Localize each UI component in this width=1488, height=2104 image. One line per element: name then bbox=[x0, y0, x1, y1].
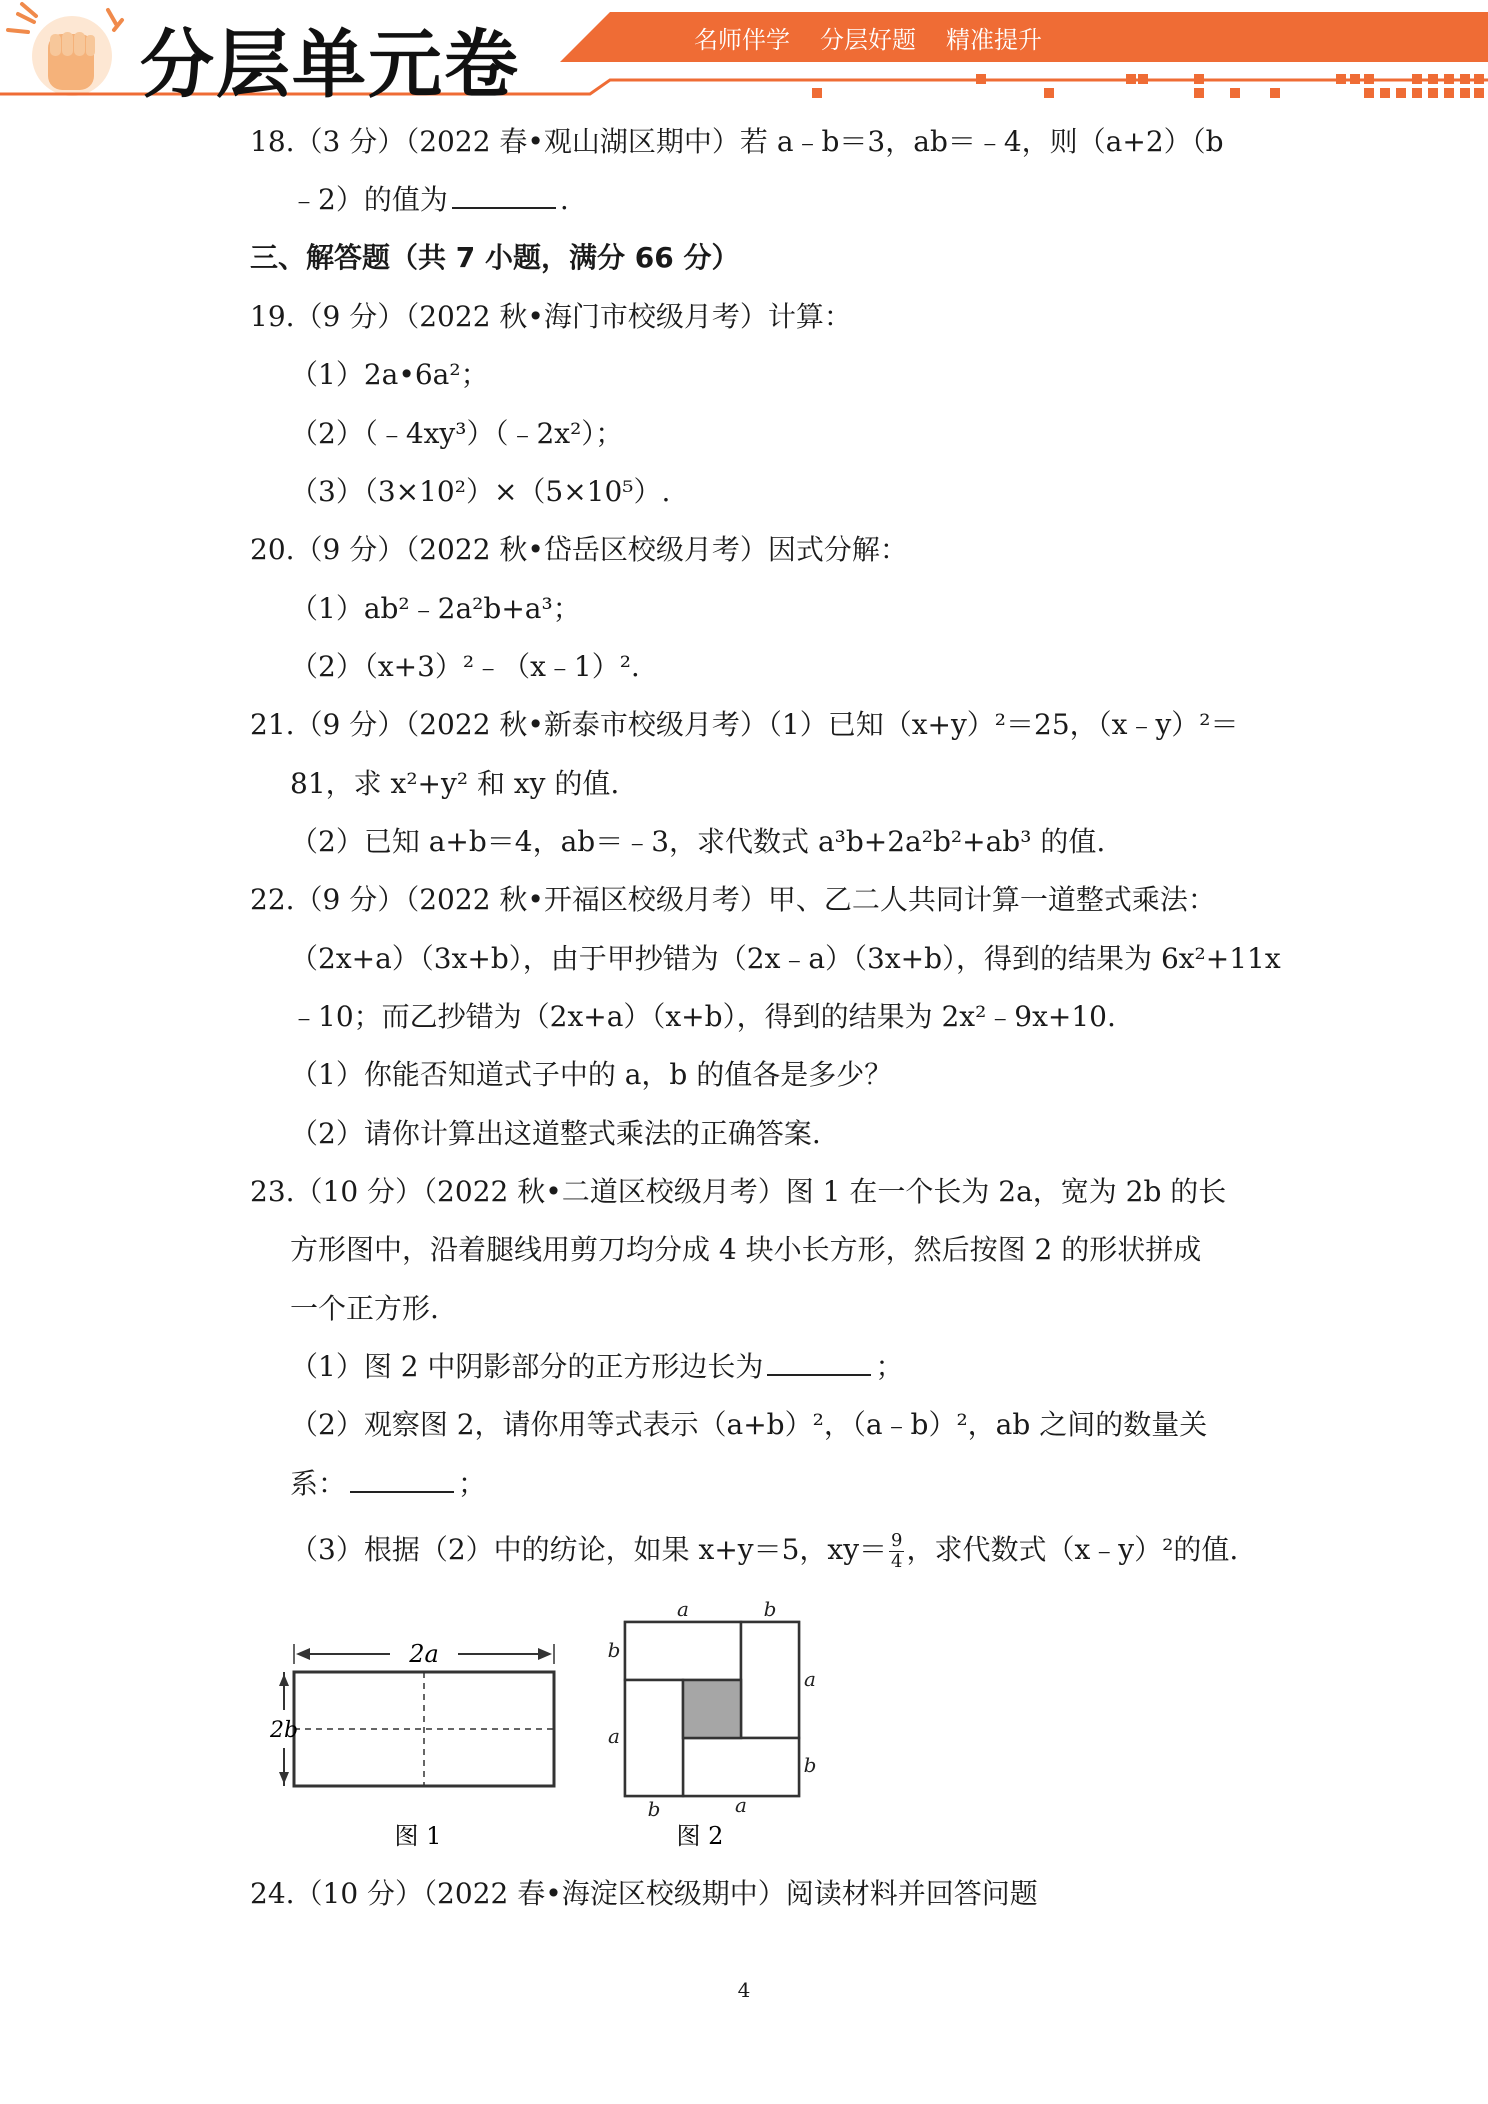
q23-part-1-end: ； bbox=[875, 1350, 904, 1383]
q23-part-1-blank bbox=[767, 1348, 871, 1376]
q20-part-1: （1）ab²﹣2a²b+a³； bbox=[290, 592, 581, 625]
fig2-label-right-b: b bbox=[803, 1753, 817, 1777]
q21-line-1: 21.（9 分）（2022 秋•新泰市校级月考）（1）已知（x+y）²＝25，（x﹣y）²＝ bbox=[250, 708, 1239, 741]
slogan-2: 分层好题 bbox=[820, 26, 916, 54]
figure-2 bbox=[625, 1622, 799, 1796]
fig2-caption: 图 2 bbox=[676, 1822, 724, 1850]
q23-part-3a: （3）根据（2）中的纺论，如果 x+y＝5，xy＝ bbox=[290, 1533, 888, 1566]
q18-line-1: 18.（3 分）（2022 春•观山湖区期中）若 a﹣b＝3，ab＝﹣4，则（a+2）（b bbox=[250, 125, 1224, 158]
fig2-label-top-a: a bbox=[677, 1597, 689, 1621]
fig2-rect-top bbox=[625, 1622, 741, 1680]
fraction-numerator: 9 bbox=[891, 1530, 903, 1551]
pixel-decoration bbox=[812, 74, 1484, 98]
fraction-9-4 bbox=[889, 1531, 904, 1572]
q19-stem: 19.（9 分）（2022 秋•海门市校级月考）计算： bbox=[250, 300, 852, 333]
q23-part-2: （2）观察图 2，请你用等式表示（a+b）²，（a﹣b）²，ab 之间的数量关 bbox=[290, 1408, 1208, 1441]
fig2-rect-right bbox=[741, 1622, 799, 1738]
slogan-1: 名师伴学 bbox=[694, 26, 790, 54]
q23-figures bbox=[269, 1597, 840, 1870]
fig2-label-left-a: a bbox=[608, 1724, 620, 1748]
q23-line-2: 方形图中，沿着腿线用剪刀均分成 4 块小长方形，然后按图 2 的形状拼成 bbox=[290, 1233, 1202, 1266]
section-3-heading: 三、解答题（共 7 小题，满分 66 分） bbox=[250, 241, 740, 274]
fig2-rect-bottom bbox=[683, 1738, 799, 1796]
q19-part-2: （2）（﹣4xy³）（﹣2x²）； bbox=[290, 417, 624, 450]
q23-line-3: 一个正方形. bbox=[290, 1292, 439, 1325]
fig2-label-right-a: a bbox=[804, 1667, 816, 1691]
q22-line-3: ﹣10；而乙抄错为（2x+a）（x+b），得到的结果为 2x²﹣9x+10. bbox=[290, 1000, 1116, 1033]
q22-line-2: （2x+a）（3x+b），由于甲抄错为（2x﹣a）（3x+b），得到的结果为 6x²+11x bbox=[290, 942, 1281, 975]
q18-text: ﹣2）的值为 bbox=[290, 183, 448, 216]
q22-line-1: 22.（9 分）（2022 秋•开福区校级月考）甲、乙二人共同计算一道整式乘法： bbox=[250, 883, 1216, 916]
q20-stem: 20.（9 分）（2022 秋•岱岳区校级月考）因式分解： bbox=[250, 533, 908, 566]
q23-part-1-text: （1）图 2 中阴影部分的正方形边长为 bbox=[290, 1350, 764, 1383]
q23-part-3 bbox=[290, 1530, 1238, 1572]
q23-line-1: 23.（10 分）（2022 秋•二道区校级月考）图 1 在一个长为 2a，宽为 2b 的长 bbox=[250, 1175, 1227, 1208]
q19-part-1: （1）2a•6a²； bbox=[290, 358, 489, 391]
q24-stem: 24.（10 分）（2022 春•海淀区校级期中）阅读材料并回答问题 bbox=[250, 1877, 1038, 1910]
q20-part-2: （2）（x+3）²﹣（x﹣1）². bbox=[290, 650, 640, 683]
fig2-rect-left bbox=[625, 1680, 683, 1796]
q18-line-2 bbox=[290, 180, 569, 220]
fig2-label-left-b: b bbox=[607, 1638, 621, 1662]
fig2-label-bottom-b: b bbox=[647, 1797, 661, 1821]
fraction-denominator: 4 bbox=[891, 1551, 903, 1572]
fig1-caption: 图 1 bbox=[394, 1822, 442, 1850]
q22-part-2: （2）请你计算出这道整式乘法的正确答案. bbox=[290, 1117, 821, 1150]
q23-part-2-blank bbox=[350, 1465, 454, 1493]
fig1-label-2a: 2a bbox=[409, 1640, 439, 1668]
q23-part-2b-text: 系： bbox=[290, 1467, 347, 1500]
q18-answer-blank bbox=[452, 181, 556, 209]
fist-logo-icon bbox=[8, 4, 122, 96]
q23-part-3b: ，求代数式（x﹣y）²的值. bbox=[906, 1533, 1239, 1566]
q19-part-3: （3）（3×10²）×（5×10⁵）. bbox=[290, 475, 671, 508]
fig1-label-2b: 2b bbox=[269, 1718, 299, 1743]
header-title: 分层单元卷 bbox=[140, 22, 520, 108]
q18-end: . bbox=[559, 183, 569, 216]
q21-line-3: （2）已知 a+b＝4，ab＝﹣3，求代数式 a³b+2a²b²+ab³ 的值. bbox=[290, 825, 1106, 858]
fig2-label-bottom-a: a bbox=[735, 1793, 747, 1817]
q22-part-1: （1）你能否知道式子中的 a，b 的值各是多少？ bbox=[290, 1058, 893, 1091]
fig2-shaded-square bbox=[683, 1680, 741, 1738]
figure-1 bbox=[269, 1640, 554, 1850]
fig2-label-top-b: b bbox=[763, 1597, 777, 1621]
page-number: 4 bbox=[737, 1978, 751, 2002]
q23-part-2b-end: ； bbox=[458, 1467, 487, 1500]
header-banner bbox=[0, 0, 1488, 110]
slogan-3: 精准提升 bbox=[946, 26, 1042, 54]
q23-part-1 bbox=[290, 1347, 903, 1387]
q21-line-2: 81，求 x²+y² 和 xy 的值. bbox=[290, 767, 620, 800]
q23-part-2-cont bbox=[290, 1464, 486, 1504]
